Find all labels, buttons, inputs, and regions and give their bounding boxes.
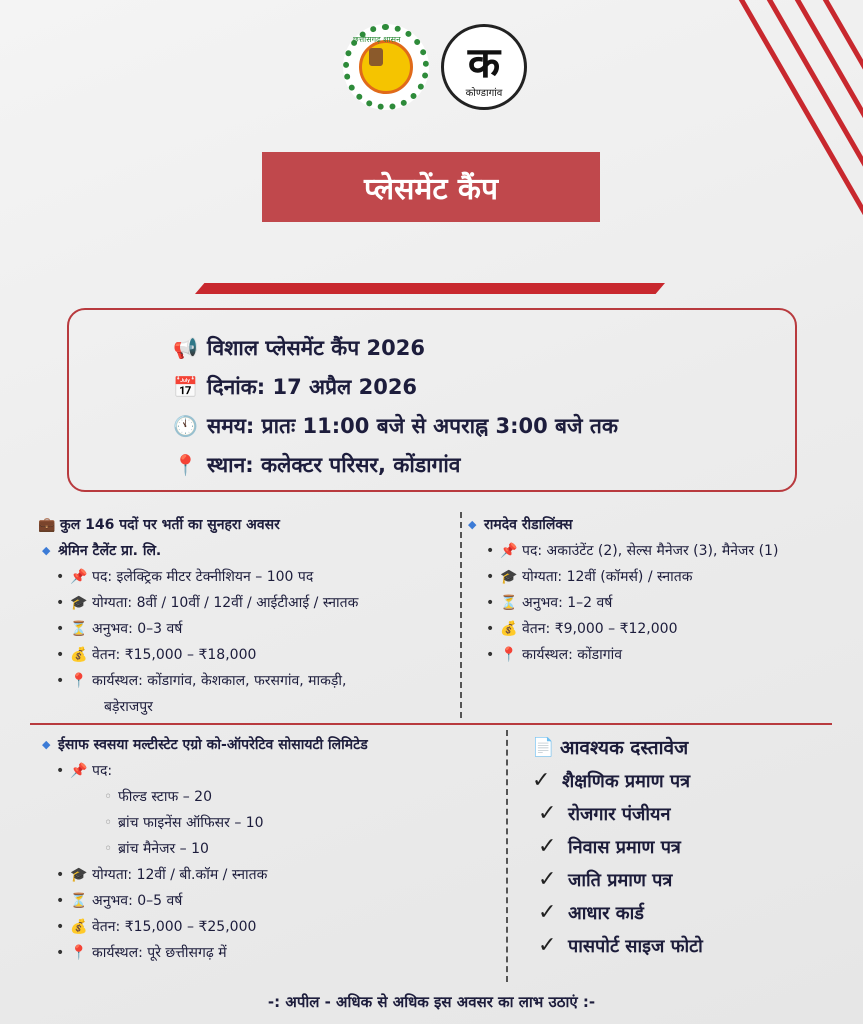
section-divider — [30, 723, 832, 725]
document-item — [532, 830, 842, 863]
checkmark-icon: ✓ — [538, 867, 557, 892]
post-text: पद: इलेक्ट्रिक मीटर टेक्नीशियन – 100 पद — [92, 569, 314, 585]
experience-text: अनुभव: 0–5 वर्ष — [92, 893, 183, 909]
document-item-text: पासपोर्ट साइज फोटो — [568, 935, 703, 957]
salary-row: • 💰 वेतन: ₹9,000 – ₹12,000 — [468, 616, 848, 642]
column-divider-bottom — [506, 730, 508, 982]
page-title: प्लेसमेंट कैंप — [262, 152, 600, 222]
company-name: रामदेव रीडालिंक्स — [484, 517, 573, 533]
logo-arc-text: छत्तीसगढ़ शासन — [353, 35, 401, 44]
jobs-headline: कुल 146 पदों पर भर्ती का सुनहरा अवसर — [60, 517, 280, 533]
experience-text: अनुभव: 0–3 वर्ष — [92, 621, 183, 637]
post-item: ◦ ब्रांच मैनेजर – 10 — [38, 836, 504, 862]
diamond-icon: ◆ — [42, 738, 51, 751]
post-text: पद: अकाउंटेंट (2), सेल्स मैनेजर (3), मैनेजर (1) — [522, 543, 779, 559]
event-time: समय: प्रातः 11:00 बजे से अपराह्न 3:00 बजे तक — [207, 413, 618, 438]
company-name: ईसाफ स्वसया मल्टीस्टेट एग्रो को-ऑपरेटिव सोसायटी लिमिटेड — [58, 737, 368, 753]
checkmark-icon: ✓ — [538, 834, 557, 859]
document-item-text: रोजगार पंजीयन — [568, 803, 671, 825]
checkmark-icon: ✓ — [532, 768, 551, 793]
chhattisgarh-govt-logo — [343, 24, 429, 110]
salary-text: वेतन: ₹9,000 – ₹12,000 — [522, 621, 678, 637]
documents-section — [532, 730, 842, 962]
document-item-text: आधार कार्ड — [568, 902, 644, 924]
pushpin-icon: 📌 — [70, 763, 88, 779]
post-item-text: फील्ड स्टाफ – 20 — [118, 789, 212, 805]
document-item-text: शैक्षणिक प्रमाण पत्र — [562, 770, 691, 792]
document-item-text: जाति प्रमाण पत्र — [568, 869, 673, 891]
event-date-row — [173, 367, 795, 406]
graduation-cap-icon: 🎓 — [500, 569, 518, 585]
graduation-cap-icon: 🎓 — [70, 867, 88, 883]
documents-heading: आवश्यक दस्तावेज — [560, 737, 689, 759]
hourglass-icon: ⏳ — [500, 595, 518, 611]
column-divider — [460, 512, 462, 718]
event-details-box — [67, 308, 797, 492]
document-item — [532, 863, 842, 896]
experience-row: • ⏳ अनुभव: 0–3 वर्ष — [38, 616, 458, 642]
title-divider — [195, 283, 665, 294]
logo-glyph: क — [467, 38, 501, 87]
money-bag-icon: 💰 — [70, 919, 88, 935]
post-item: ◦ फील्ड स्टाफ – 20 — [38, 784, 504, 810]
document-item — [532, 896, 842, 929]
location-text: कार्यस्थल: कोंडागांव, केशकाल, फरसगांव, माकड़ी, — [92, 673, 347, 689]
company-row — [38, 538, 458, 564]
documents-heading-row — [532, 730, 842, 764]
decorative-red-stripes — [713, 0, 863, 300]
location-row: • 📍 कार्यस्थल: कोंडागांव — [468, 642, 848, 668]
location-row-cont — [38, 694, 458, 720]
event-name-row — [173, 328, 795, 367]
location-row: • 📍 कार्यस्थल: कोंडागांव, केशकाल, फरसगांव, माकड़ी, — [38, 668, 458, 694]
diamond-icon: ◆ — [42, 544, 51, 557]
qualification-row: • 🎓 योग्यता: 8वीं / 10वीं / 12वीं / आईटीआई / स्नातक — [38, 590, 458, 616]
appeal-footer: -: अपील - अधिक से अधिक इस अवसर का लाभ उठाएं :- — [267, 993, 596, 1011]
event-date: दिनांक: 17 अप्रैल 2026 — [207, 374, 418, 399]
document-item — [532, 764, 842, 797]
qualification-text: योग्यता: 12वीं / बी.कॉम / स्नातक — [92, 867, 268, 883]
hourglass-icon: ⏳ — [70, 621, 88, 637]
clock-icon: 🕚 — [173, 413, 198, 438]
salary-text: वेतन: ₹15,000 – ₹25,000 — [92, 919, 257, 935]
location-text-cont: बड़ेराजपुर — [104, 699, 153, 715]
document-item-text: निवास प्रमाण पत्र — [568, 836, 681, 858]
company-row — [38, 732, 504, 758]
event-venue-row — [173, 445, 795, 484]
qualification-text: योग्यता: 12वीं (कॉमर्स) / स्नातक — [522, 569, 693, 585]
post-item-text: ब्रांच फाइनेंस ऑफिसर – 10 — [118, 815, 264, 831]
briefcase-icon: 💼 — [38, 517, 56, 533]
headline-row — [38, 512, 458, 538]
pin-icon: 📍 — [70, 673, 88, 689]
event-name: विशाल प्लेसमेंट कैंप 2026 — [207, 335, 425, 360]
pin-icon: 📍 — [70, 945, 88, 961]
company-section-esaf — [38, 732, 504, 966]
graduation-cap-icon: 🎓 — [70, 595, 88, 611]
location-row: • 📍 कार्यस्थल: पूरे छत्तीसगढ़ में — [38, 940, 504, 966]
company-name: श्रेमिन टैलेंट प्रा. लि. — [58, 543, 162, 559]
checkmark-icon: ✓ — [538, 900, 557, 925]
post-item: ◦ ब्रांच फाइनेंस ऑफिसर – 10 — [38, 810, 504, 836]
event-time-row — [173, 406, 795, 445]
qualification-row: • 🎓 योग्यता: 12वीं (कॉमर्स) / स्नातक — [468, 564, 848, 590]
salary-row: • 💰 वेतन: ₹15,000 – ₹18,000 — [38, 642, 458, 668]
money-bag-icon: 💰 — [70, 647, 88, 663]
pin-icon: 📍 — [500, 647, 518, 663]
money-bag-icon: 💰 — [500, 621, 518, 637]
location-text: कार्यस्थल: कोंडागांव — [522, 647, 623, 663]
qualification-row: • 🎓 योग्यता: 12वीं / बी.कॉम / स्नातक — [38, 862, 504, 888]
post-label: पद: — [92, 763, 113, 779]
company-row — [468, 512, 848, 538]
pin-icon: 📍 — [173, 452, 198, 477]
salary-row: • 💰 वेतन: ₹15,000 – ₹25,000 — [38, 914, 504, 940]
salary-text: वेतन: ₹15,000 – ₹18,000 — [92, 647, 257, 663]
document-icon: 📄 — [532, 736, 555, 758]
pushpin-icon: 📌 — [70, 569, 88, 585]
calendar-icon: 📅 — [173, 374, 198, 399]
qualification-text: योग्यता: 8वीं / 10वीं / 12वीं / आईटीआई / स्नातक — [92, 595, 359, 611]
experience-row: • ⏳ अनुभव: 0–5 वर्ष — [38, 888, 504, 914]
post-row: • 📌 पद: इलेक्ट्रिक मीटर टेक्नीशियन – 100 पद — [38, 564, 458, 590]
emblem-icon — [369, 48, 383, 66]
post-row: • 📌 पद: — [38, 758, 504, 784]
post-item-text: ब्रांच मैनेजर – 10 — [118, 841, 209, 857]
experience-row: • ⏳ अनुभव: 1–2 वर्ष — [468, 590, 848, 616]
post-row: • 📌 पद: अकाउंटेंट (2), सेल्स मैनेजर (3), मैनेजर (1) — [468, 538, 848, 564]
company-section-ramdev — [468, 512, 848, 668]
location-text: कार्यस्थल: पूरे छत्तीसगढ़ में — [92, 945, 227, 961]
logo-caption: कोण्डागांव — [465, 88, 503, 99]
document-item — [532, 929, 842, 962]
megaphone-icon: 📢 — [173, 335, 198, 360]
company-section-shremin — [38, 512, 458, 720]
checkmark-icon: ✓ — [538, 801, 557, 826]
kondagaon-logo — [441, 24, 527, 110]
experience-text: अनुभव: 1–2 वर्ष — [522, 595, 613, 611]
pushpin-icon: 📌 — [500, 543, 518, 559]
checkmark-icon: ✓ — [538, 933, 557, 958]
document-item — [532, 797, 842, 830]
hourglass-icon: ⏳ — [70, 893, 88, 909]
event-venue: स्थान: कलेक्टर परिसर, कोंडागांव — [207, 452, 461, 477]
diamond-icon: ◆ — [468, 518, 477, 531]
